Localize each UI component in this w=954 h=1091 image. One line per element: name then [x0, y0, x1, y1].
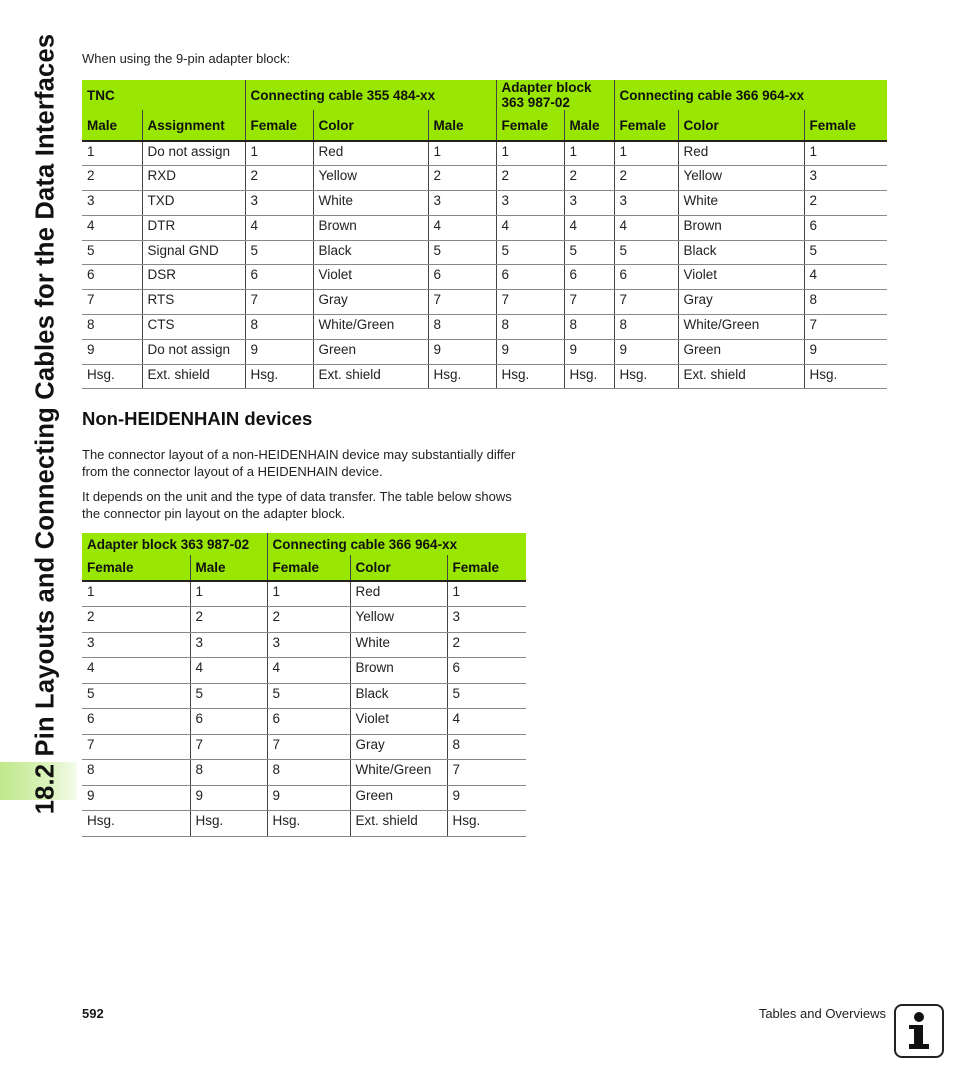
table-cell: Brown: [678, 215, 804, 240]
table-cell: 9: [82, 339, 142, 364]
table-cell: 6: [804, 215, 887, 240]
table-cell: Hsg.: [496, 364, 564, 389]
table-cell: Hsg.: [190, 811, 267, 837]
table-cell: 8: [82, 760, 190, 786]
table-cell: 2: [82, 166, 142, 191]
table-cell: 6: [82, 709, 190, 735]
table-cell: 8: [564, 315, 614, 340]
table-cell: Gray: [678, 290, 804, 315]
table-cell: 7: [245, 290, 313, 315]
table-cell: 8: [428, 315, 496, 340]
chapter-side-title: [31, 33, 61, 815]
table-cell: 8: [496, 315, 564, 340]
table-group-header-row: [82, 533, 526, 555]
table-cell: 1: [82, 581, 190, 607]
table-cell: 1: [428, 141, 496, 166]
column-header: Female: [267, 555, 350, 581]
table-cell: Green: [313, 339, 428, 364]
column-header: Female: [82, 555, 190, 581]
table-cell: 9: [267, 785, 350, 811]
table-cell: Green: [350, 785, 447, 811]
table-cell: RTS: [142, 290, 245, 315]
table-cell: 2: [190, 607, 267, 633]
table-cell: 9: [428, 339, 496, 364]
paragraph: It depends on the unit and the type of data transfer. The table below shows the connector pin layout on the adapter block.: [82, 489, 512, 521]
table-cell: 2: [428, 166, 496, 191]
table-cell: 4: [564, 215, 614, 240]
table-cell: 1: [82, 141, 142, 166]
table-cell: 3: [267, 632, 350, 658]
column-header: Female: [447, 555, 526, 581]
footer-title: Tables and Overviews: [758, 1006, 886, 1021]
table-cell: 7: [564, 290, 614, 315]
table-cell: Yellow: [678, 166, 804, 191]
table-cell: Red: [678, 141, 804, 166]
table-cell: Red: [313, 141, 428, 166]
table-cell: 9: [82, 785, 190, 811]
column-header: Male: [428, 110, 496, 141]
table-cell: 4: [447, 709, 526, 735]
table-cell: Hsg.: [267, 811, 350, 837]
table-cell: 4: [496, 215, 564, 240]
table-cell: 1: [564, 141, 614, 166]
table-cell: 5: [267, 683, 350, 709]
table-cell: 9: [614, 339, 678, 364]
table-cell: 3: [496, 191, 564, 216]
group-header-adapter-block: Adapter block 363 987-02: [496, 80, 614, 110]
table-cell: 6: [614, 265, 678, 290]
table-cell: 2: [267, 607, 350, 633]
table-cell: White/Green: [678, 315, 804, 340]
table-cell: 4: [190, 658, 267, 684]
table-cell: TXD: [142, 191, 245, 216]
page-number: 592: [82, 1006, 104, 1021]
group-header-tnc: TNC: [82, 80, 245, 110]
table-cell: 2: [804, 191, 887, 216]
table-cell: 4: [614, 215, 678, 240]
table-cell: 2: [496, 166, 564, 191]
info-icon: [894, 1004, 944, 1058]
table-cell: 6: [564, 265, 614, 290]
table-cell: Signal GND: [142, 240, 245, 265]
column-header: Assignment: [142, 110, 245, 141]
table-cell: 7: [496, 290, 564, 315]
table-cell: Gray: [313, 290, 428, 315]
table-cell: White/Green: [313, 315, 428, 340]
column-header: Male: [190, 555, 267, 581]
table-cell: 3: [804, 166, 887, 191]
table-cell: Black: [313, 240, 428, 265]
table-cell: 2: [245, 166, 313, 191]
pin-layout-table-non-heidenhain: [82, 533, 526, 837]
table-cell: 3: [190, 632, 267, 658]
table-cell: Violet: [313, 265, 428, 290]
paragraph: The connector layout of a non-HEIDENHAIN device may substantially differ from the connector layout of a HEIDENHAIN device.: [82, 447, 516, 479]
table-cell: RXD: [142, 166, 245, 191]
table-cell: Ext. shield: [313, 364, 428, 389]
chapter-side-title-text: 18.2 Pin Layouts and Connecting Cables for the Data Interfaces: [31, 33, 60, 815]
table-cell: 3: [447, 607, 526, 633]
table-cell: 5: [82, 240, 142, 265]
table-cell: 1: [245, 141, 313, 166]
table-cell: Gray: [350, 734, 447, 760]
table-cell: Hsg.: [82, 364, 142, 389]
table-cell: Black: [678, 240, 804, 265]
table-cell: 6: [245, 265, 313, 290]
table-cell: White/Green: [350, 760, 447, 786]
table-cell: Ext. shield: [350, 811, 447, 837]
table-cell: Hsg.: [245, 364, 313, 389]
table-cell: 5: [804, 240, 887, 265]
group-header-adapter-block: Adapter block 363 987-02: [82, 533, 267, 555]
table-cell: 1: [190, 581, 267, 607]
table-cell: 2: [614, 166, 678, 191]
table-cell: 6: [190, 709, 267, 735]
table-cell: CTS: [142, 315, 245, 340]
pin-layout-table-9pin: [82, 80, 887, 389]
table-cell: 6: [82, 265, 142, 290]
column-header: Color: [678, 110, 804, 141]
table-cell: 7: [804, 315, 887, 340]
column-header: Male: [82, 110, 142, 141]
table-cell: 8: [267, 760, 350, 786]
table-row: [82, 709, 526, 735]
table-cell: 6: [428, 265, 496, 290]
table-cell: 2: [564, 166, 614, 191]
column-header: Female: [614, 110, 678, 141]
table-cell: 3: [82, 632, 190, 658]
table-cell: 4: [82, 658, 190, 684]
table-cell: 9: [564, 339, 614, 364]
table-cell: 5: [245, 240, 313, 265]
table-row: [82, 166, 887, 191]
table-cell: DTR: [142, 215, 245, 240]
table-row: [82, 215, 887, 240]
table-row: [82, 581, 526, 607]
group-header-cable-366: Connecting cable 366 964-xx: [614, 80, 887, 110]
table-cell: 1: [614, 141, 678, 166]
column-header: Color: [350, 555, 447, 581]
table-cell: 4: [245, 215, 313, 240]
table-cell: 6: [496, 265, 564, 290]
table-row: [82, 607, 526, 633]
table-cell: Ext. shield: [678, 364, 804, 389]
table-body: [82, 581, 526, 836]
table-cell: 7: [190, 734, 267, 760]
table-cell: 8: [447, 734, 526, 760]
table-row: [82, 265, 887, 290]
table-cell: Yellow: [350, 607, 447, 633]
table-cell: 5: [496, 240, 564, 265]
table-cell: 7: [82, 734, 190, 760]
table-cell: 9: [496, 339, 564, 364]
table-row: [82, 141, 887, 166]
table-cell: 4: [804, 265, 887, 290]
section-heading: Non-HEIDENHAIN devices: [82, 408, 313, 429]
table-row: [82, 658, 526, 684]
table-cell: 6: [447, 658, 526, 684]
table-cell: 3: [564, 191, 614, 216]
intro-text: When using the 9-pin adapter block:: [82, 51, 291, 66]
table-cell: 2: [82, 607, 190, 633]
table-cell: 9: [804, 339, 887, 364]
table-cell: 5: [428, 240, 496, 265]
table-cell: 3: [82, 191, 142, 216]
column-header: Color: [313, 110, 428, 141]
table-row: [82, 785, 526, 811]
table-cell: Red: [350, 581, 447, 607]
table-body: [82, 141, 887, 389]
table-cell: 7: [614, 290, 678, 315]
table-cell: Hsg.: [804, 364, 887, 389]
table-cell: Hsg.: [564, 364, 614, 389]
table-cell: 8: [245, 315, 313, 340]
table-cell: 7: [447, 760, 526, 786]
table-row: [82, 191, 887, 216]
table-row: [82, 632, 526, 658]
column-header: Female: [245, 110, 313, 141]
group-header-cable-355: Connecting cable 355 484-xx: [245, 80, 496, 110]
column-header: Female: [804, 110, 887, 141]
table-cell: 3: [428, 191, 496, 216]
table-row: [82, 683, 526, 709]
table-cell: DSR: [142, 265, 245, 290]
table-row: [82, 364, 887, 389]
table-cell: 5: [564, 240, 614, 265]
table-cell: Black: [350, 683, 447, 709]
table-cell: 3: [245, 191, 313, 216]
table-cell: 2: [447, 632, 526, 658]
table-cell: Brown: [313, 215, 428, 240]
table-cell: 1: [496, 141, 564, 166]
table-column-header-row: [82, 110, 887, 141]
table-cell: 8: [804, 290, 887, 315]
table-cell: 7: [267, 734, 350, 760]
table-cell: 9: [245, 339, 313, 364]
table-cell: 5: [447, 683, 526, 709]
column-header: Female: [496, 110, 564, 141]
table-cell: 9: [190, 785, 267, 811]
table-cell: 4: [267, 658, 350, 684]
table-row: [82, 760, 526, 786]
table-cell: Do not assign: [142, 141, 245, 166]
table-cell: Hsg.: [82, 811, 190, 837]
table-cell: 6: [267, 709, 350, 735]
table-cell: Violet: [678, 265, 804, 290]
table-cell: White: [350, 632, 447, 658]
table-cell: 8: [190, 760, 267, 786]
table-cell: 8: [614, 315, 678, 340]
table-cell: 8: [82, 315, 142, 340]
table-row: [82, 315, 887, 340]
table-cell: Ext. shield: [142, 364, 245, 389]
table-row: [82, 240, 887, 265]
table-cell: Do not assign: [142, 339, 245, 364]
table-cell: 7: [82, 290, 142, 315]
table-group-header-row: [82, 80, 887, 110]
table-cell: 1: [447, 581, 526, 607]
table-cell: 3: [614, 191, 678, 216]
table-cell: Violet: [350, 709, 447, 735]
table-cell: 7: [428, 290, 496, 315]
table-cell: 1: [267, 581, 350, 607]
table-cell: 4: [428, 215, 496, 240]
table-cell: White: [313, 191, 428, 216]
table-cell: 1: [804, 141, 887, 166]
table-cell: 5: [82, 683, 190, 709]
table-cell: 4: [82, 215, 142, 240]
table-cell: Green: [678, 339, 804, 364]
table-cell: 5: [614, 240, 678, 265]
table-cell: 5: [190, 683, 267, 709]
table-cell: 9: [447, 785, 526, 811]
table-row: [82, 339, 887, 364]
group-header-cable-366: Connecting cable 366 964-xx: [267, 533, 526, 555]
table-cell: Brown: [350, 658, 447, 684]
table-row: [82, 290, 887, 315]
table-cell: Yellow: [313, 166, 428, 191]
table-cell: Hsg.: [447, 811, 526, 837]
table-cell: Hsg.: [614, 364, 678, 389]
table-row: [82, 811, 526, 837]
table-cell: Hsg.: [428, 364, 496, 389]
table-cell: White: [678, 191, 804, 216]
column-header: Male: [564, 110, 614, 141]
table-column-header-row: [82, 555, 526, 581]
table-row: [82, 734, 526, 760]
